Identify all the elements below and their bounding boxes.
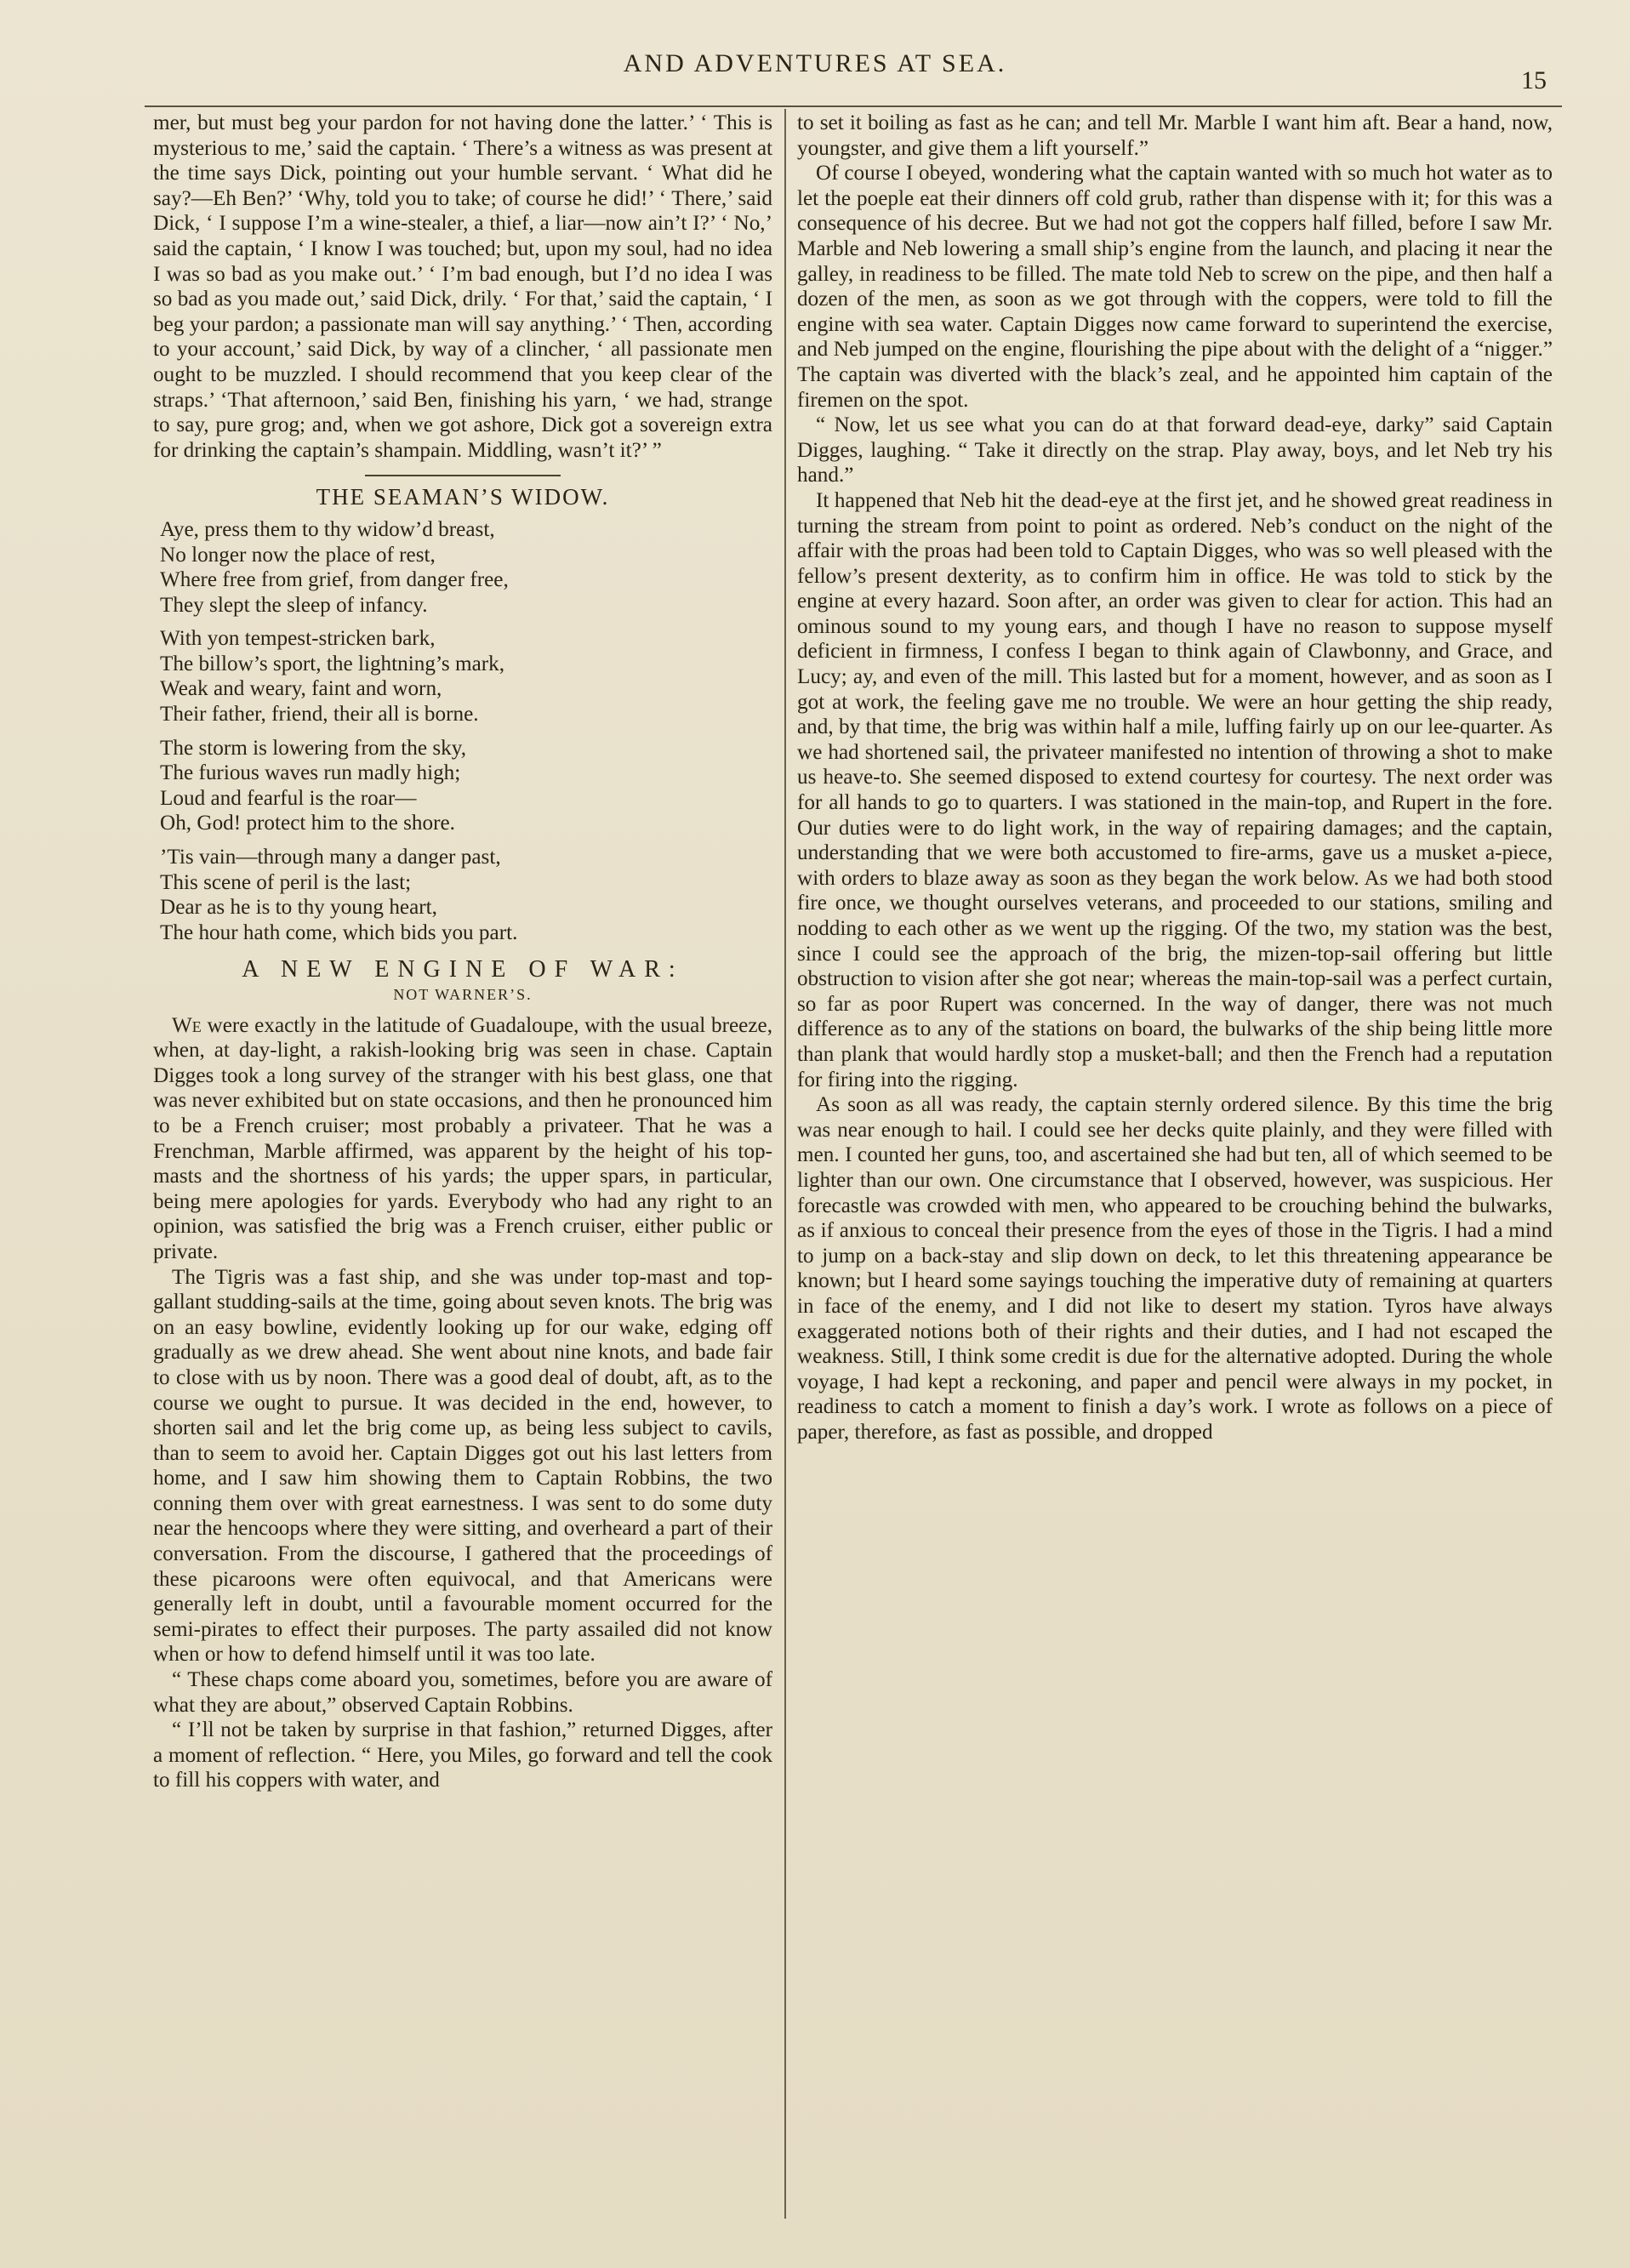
left-column [153,111,772,1793]
article-title: A NEW ENGINE OF WAR: [242,956,684,983]
article-paragraph: to set it boiling as fast as he can; and tell Mr. Marble I want him aft. Bear a hand, now, youngster, and give them a lift yourself.” [797,111,1553,160]
article-paragraph: Of course I obeyed, wondering what the captain wanted with so much hot water as to let the poeple eat their dinners off cold grub, rather than dispense with it; for this was a consequence of his decree. But we had not got the coppers half filled, before I saw Mr. Marble and Neb lowering a small ship’s engine from the launch, and placing it near the galley, in readiness to be filled. The mate told Neb to screw on the pipe, and then half a dozen of the men, as soon as we got through with the coppers, were told to fill the engine with sea water. Captain Digges now came forward to superintend the exercise, and Neb jumped on the engine, flourishing the pipe about with the delight of a “nigger.” The captain was diverted with the black’s zeal, and he appointed him captain of the firemen on the spot. [797,162,1553,412]
article-paragraph: “ I’ll not be taken by surprise in that fashion,” returned Digges, after a moment of reflection. “ Here, you Miles, go forward and tell the cook to fill his coppers with water, and [153,1718,772,1792]
article-paragraph: “ Now, let us see what you can do at that forward dead-eye, darky” said Captain Digges, laughing. “ Take it directly on the strap. Play away, boys, and let Neb try his hand.” [797,413,1553,487]
poem-line: They slept the sleep of infancy. [160,593,428,617]
poem-line: Oh, God! protect him to the shore. [160,812,455,835]
poem-line: No longer now the place of rest, [160,543,436,567]
stanza [160,517,772,618]
page-number: 15 [1521,66,1547,94]
drop-word: We [172,1013,202,1037]
poem-line: Aye, press them to thy widow’d breast, [160,517,495,541]
article-paragraph: It happened that Neb hit the dead-eye at the first jet, and he showed great readiness in turning the stream from point to point as ordered. Neb’s conduct on the night of the affair with the proas had been told to Captain Digges, who was so well pleased with the fellow’s present dexterity, as to confirm him in office. He was told to stick by the engine at every hazard. Soon after, an order was given to clear for action. This had an ominous sound to my young ears, and though I have no reason to suppose myself deficient in firmness, I confess I began to think again of Clawbonny, and Grace, and Lucy; ay, and even of the mill. This lasted but for a moment, however, and as soon as I got at work, the feeling gave me no trouble. We were an hour getting the ship ready, and, by that time, the brig was within half a mile, luffing fairly up on our lee-quarter. As we had shortened sail, the privateer manifested no intention of throwing a shot to make us heave-to. She seemed disposed to extend courtesy for courtesy. The next order was for all hands to go to quarters. I was stationed in the main-top, and Rupert in the fore. Our duties were to do light work, in the way of repairing damages; and the captain, understanding that we were both accustomed to fire-arms, gave us a musket a-piece, with orders to blaze away as soon as they began the work below. As we had both stood fire once, we thought ourselves veterans, and proceeded to our stations, smiling and nodding to each other as we went up the rigging. Of the two, my station was the best, since I could see the approach of the brig, the mizen-top-sail offering but little obstruction to vision after she got near; whereas the main-top-sail was a perfect curtain, so far as poor Rupert was concerned. In the way of danger, there was not much difference as to any of the stations on board, the bulwarks of the ship being little more than plank that would hardly stop a musket-ball; and then the French had a reputation for firing into the rigging. [797,488,1553,1091]
poem [160,517,772,946]
right-column [797,111,1553,1445]
poem-title: THE SEAMAN’S WIDOW. [316,484,610,510]
stanza [160,626,772,727]
poem-line: The hour hath come, which bids you part. [160,920,518,944]
stanza [160,736,772,836]
poem-line: Their father, friend, their all is borne. [160,703,479,727]
running-head: AND ADVENTURES AT SEA. [623,49,1007,77]
article-paragraph: We were exactly in the latitude of Guadaloupe, with the usual breeze, when, at day-light, a rakish-looking brig was seen in chase. Captain Digges took a long survey of the stranger with his best glass, one that was never exhibited but on state occasions, and then he pronounced him to be a French cruiser; most probably a privateer. That he was a Frenchman, Marble affirmed, was apparent by the height of his top-masts and the shortness of his yards; the upper spars, in particular, being mere apologies for yards. Everybody who had any right to an opinion, was satisfied the brig was a French cruiser, either public or private. [153,1013,772,1263]
poem-line: ’Tis vain—through many a danger past, [160,846,501,869]
poem-line: Dear as he is to thy young heart, [160,896,437,920]
section-separator [365,475,561,476]
article-paragraph: “ These chaps come aboard you, sometimes, before you are aware of what they are about,” observed Captain Robbins. [153,1668,772,1717]
article-paragraph: The Tigris was a fast ship, and she was under top-mast and top-gallant studding-sails at the time, going about seven knots. The brig was on an easy bowline, evidently looking up for our wake, edging off gradually as we drew ahead. She went about nine knots, and bade fair to close with us by noon. There was a good deal of doubt, aft, as to the course we ought to pursue. It was decided in the end, however, to shorten sail and let the brig come up, as being less subject to cavils, than to seem to avoid her. Captain Digges got out his last letters from home, and I saw him showing them to Captain Robbins, the two conning them over with great earnestness. I was sent to do some duty near the hencoops where they were sitting, and overheard a part of their conversation. From the discourse, I gathered that the proceedings of these picaroons were often equivocal, and that Americans were generally left in doubt, until a favourable moment occurred for the semi-pirates to effect their purposes. The party assailed did not know when or how to defend himself until it was too late. [153,1265,772,1667]
top-rule [145,105,1562,107]
column-divider [784,109,786,2219]
poem-line: The furious waves run madly high; [160,761,461,785]
stanza [160,845,772,945]
poem-line: Where free from grief, from danger free, [160,568,509,592]
poem-line: The billow’s sport, the lightning’s mark, [160,652,505,675]
poem-line: The storm is lowering from the sky, [160,736,467,760]
poem-line: This scene of peril is the last; [160,870,412,894]
poem-line: With yon tempest-stricken bark, [160,627,436,651]
paragraph-continued: mer, but must beg your pardon for not having done the latter.’ ‘ This is mysterious to me,’ said the captain. ‘ There’s a witness as was present at the time says Dick, pointing out your humble servant. ‘ What did he say?—Eh Ben?’ ‘Why, told you to take; of course he did!’ ‘ There,’ said Dick, ‘ I suppose I’m a wine-stealer, a thief, a liar—now ain’t I?’ ‘ No,’ said the captain, ‘ I know I was touched; but, upon my soul, had no idea I was so bad as you make out.’ ‘ I’m bad enough, but I’d no idea I was so bad as you made out,’ said Dick, drily. ‘ For that,’ said the captain, ‘ I beg your pardon; a passionate man will say anything.’ ‘ Then, according to your account,’ said Dick, by way of a clincher, ‘ all passionate men ought to be muzzled. I should recommend that you keep clear of the straps.’ ‘That afternoon,’ said Ben, finishing his yarn, ‘ we had, strange to say, pure grog; and, when we got ashore, Dick got a sovereign extra for drinking the captain’s shampain. Middling, wasn’t it?’ ” [153,111,772,462]
poem-line: Loud and fearful is the roar— [160,786,417,810]
article-paragraph: As soon as all was ready, the captain sternly ordered silence. By this time the brig was near enough to hail. I could see her decks quite plainly, and they were filled with men. I counted her guns, too, and ascertained she had but ten, all of which seemed to be lighter than our own. One circumstance that I observed, however, was suspicious. Her forecastle was crowded with men, who appeared to be crouching behind the bulwarks, as if anxious to conceal their presence from the eyes of those in the Tigris. I had a mind to jump on a back-stay and slip down on deck, to let this threatening appearance be known; but I heard some sayings touching the imperative duty of remaining at quarters in face of the enemy, and I did not like to desert my station. Tyros have always exaggerated notions both of their rights and their duties, and I had not escaped the weakness. Still, I think some credit is due for the alternative adopted. During the whole voyage, I had kept a reckoning, and paper and pencil were always in my pocket, in readiness to catch a moment to finish a day’s work. I wrote as follows on a piece of paper, therefore, as fast as possible, and dropped [797,1093,1553,1444]
article-subtitle: NOT WARNER’S. [393,986,533,1003]
poem-line: Weak and weary, faint and worn, [160,677,442,701]
